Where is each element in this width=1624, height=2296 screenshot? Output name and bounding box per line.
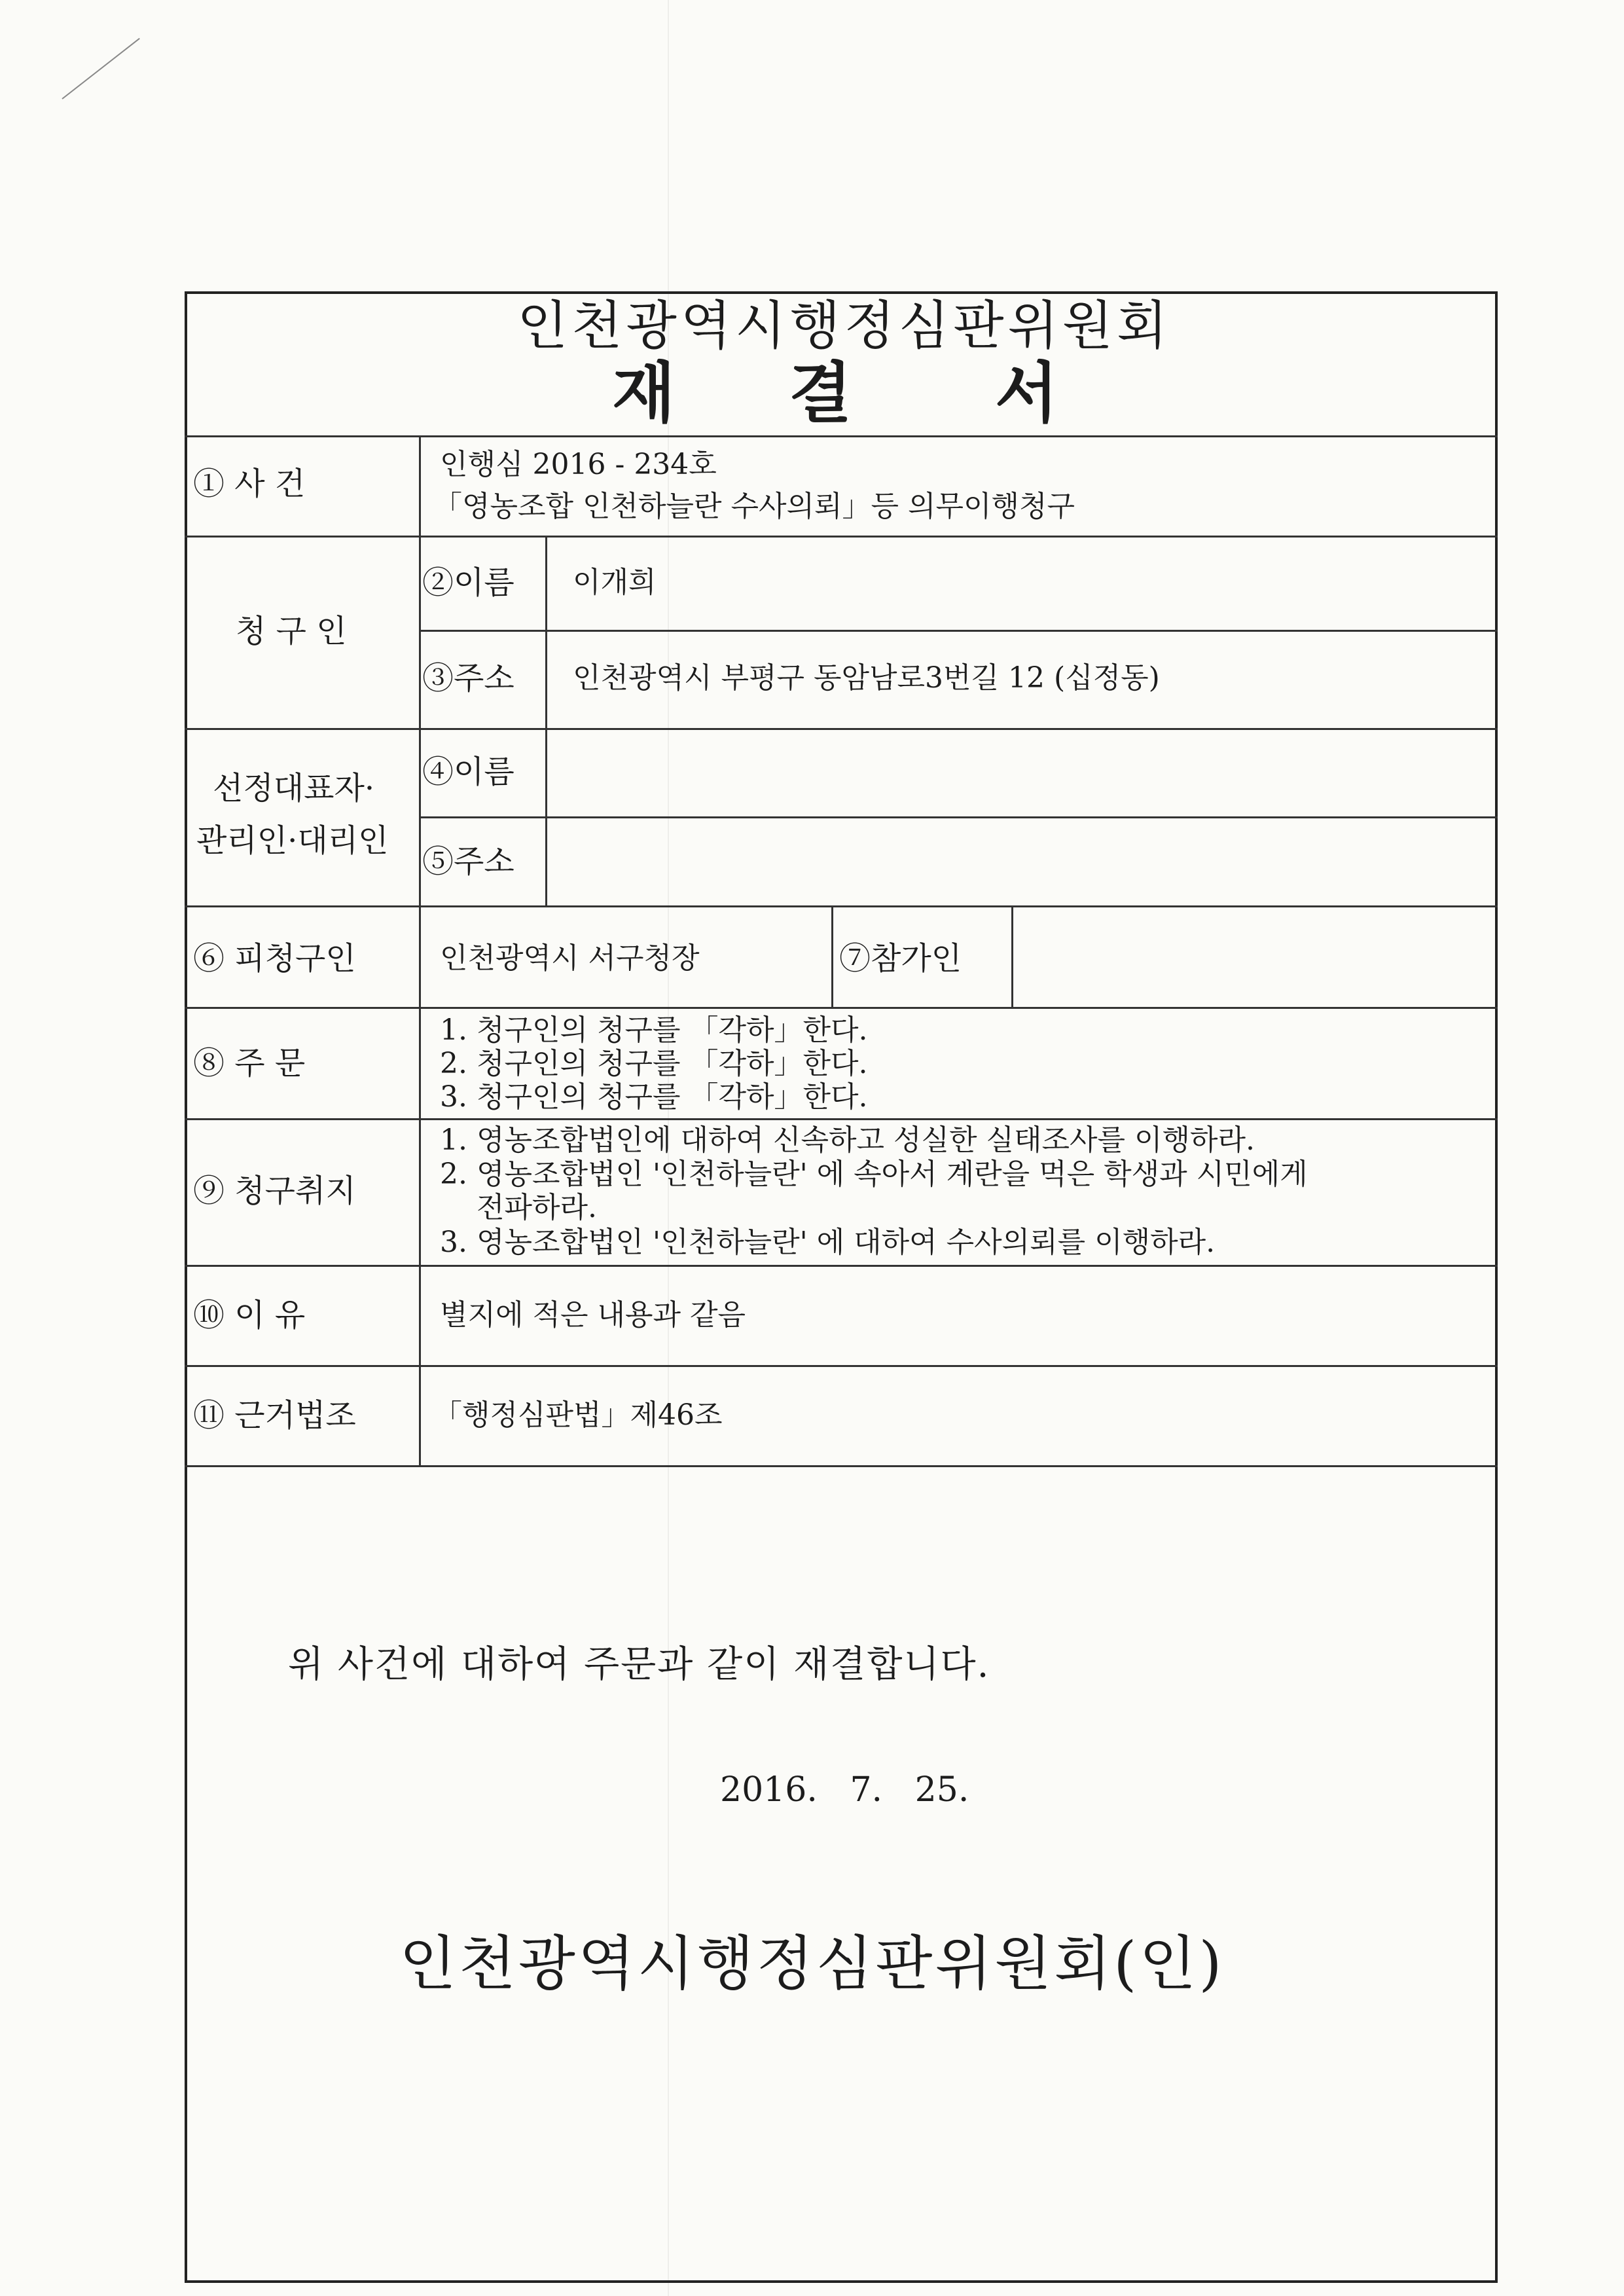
respondent-value: 인천광역시 서구청장 [440,941,700,975]
case-name: 「영농조합 인천하늘란 수사의뢰」등 의무이행청구 [433,490,1075,523]
intervenor-divider [1011,905,1013,1007]
representative-label: 관리인·대리인 [196,822,389,859]
row-divider [185,905,1498,907]
row-divider [185,1265,1498,1267]
purpose-label: ⑨ 청구취지 [193,1173,356,1209]
document-title-char: 재 [612,354,676,431]
intervenor-divider [831,905,833,1007]
row-divider [185,1007,1498,1009]
case-label: ① 사 건 [193,465,306,502]
row-divider [419,630,1498,632]
document-title-char: 결 [789,354,852,431]
intervenor-label: ⑦참가인 [839,940,962,977]
claimant-name: 이개희 [573,566,657,599]
order-item: 3. 청구인의 청구를 「각하」한다. [440,1080,868,1114]
law-value: 「행정심판법」제46조 [433,1398,723,1432]
purpose-line: 1. 영농조합법인에 대하여 신속하고 성실한 실태조사를 이행하라. [440,1123,1255,1157]
row-divider [185,1465,1498,1467]
committee-title: 인천광역시행정심판위원회 [517,295,1172,356]
order-item: 1. 청구인의 청구를 「각하」한다. [440,1013,868,1047]
respondent-label: ⑥ 피청구인 [193,940,356,977]
reason-value: 별지에 적은 내용과 같음 [440,1298,746,1332]
reason-label: ⑩ 이 유 [193,1297,306,1334]
decision-statement: 위 사건에 대하여 주문과 같이 재결합니다. [288,1643,990,1686]
law-label: ⑪ 근거법조 [193,1397,356,1434]
case-number: 인행심 2016 - 234호 [440,448,717,481]
purpose-line: 3. 영농조합법인 '인천하늘란' 에 대하여 수사의뢰를 이행하라. [440,1226,1216,1259]
order-label: ⑧ 주 문 [193,1045,306,1082]
row-divider [185,435,1498,437]
label-column-divider [419,435,421,1465]
sublabel-column-divider [545,536,547,905]
row-divider [185,536,1498,538]
decision-date: 2016. 7. 25. [720,1770,969,1810]
claimant-name-label: ②이름 [422,564,514,601]
paper-scratch-mark [62,38,139,100]
row-divider [185,1365,1498,1367]
representative-name-label: ④이름 [422,754,514,790]
document-title [0,354,1624,432]
row-divider [419,816,1498,818]
purpose-line: 전파하라. [440,1191,597,1224]
representative-address-label: ⑤주소 [422,843,514,880]
claimant-address: 인천광역시 부평구 동암남로3번길 12 (십정동) [573,661,1160,695]
row-divider [185,728,1498,730]
committee-signature: 인천광역시행정심판위원회(인) [399,1929,1225,1998]
claimant-address-label: ③주소 [422,660,514,697]
representative-label: 선정대표자· [213,770,375,807]
purpose-line: 2. 영농조합법인 '인천하늘란' 에 속아서 계란을 먹은 학생과 시민에게 [440,1157,1308,1191]
document-title-char: 서 [995,354,1058,431]
claimant-label: 청 구 인 [236,613,347,649]
order-item: 2. 청구인의 청구를 「각하」한다. [440,1047,868,1080]
row-divider [185,1118,1498,1120]
